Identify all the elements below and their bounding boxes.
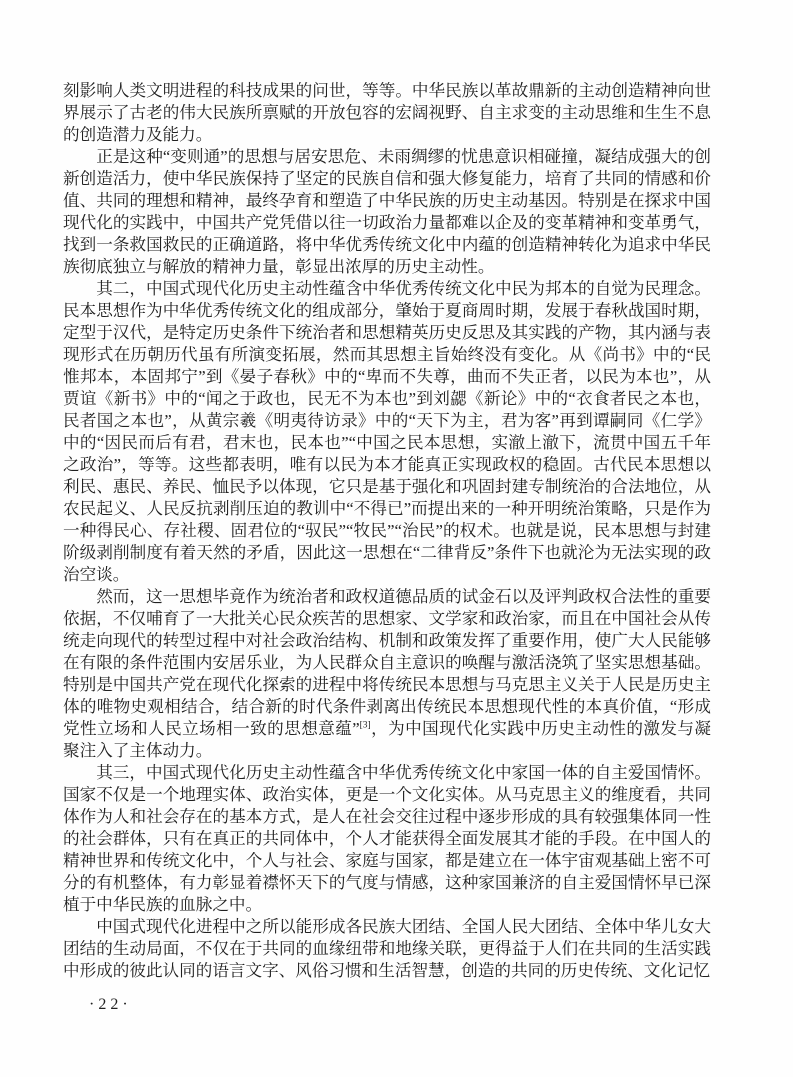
paragraph-text: 刻影响人类文明进程的科技成果的问世，等等。中华民族以革故鼎新的主动创造精神向世界展示了古老的伟大民族所禀赋的开放包容的宏阔视野、自主求变的主动思维和生生不息的创造潜力及能力。 — [63, 81, 711, 144]
paragraph-text: 然而，这一思想毕竟作为统治者和政权道德品质的试金石以及评判政权合法性的重要依据，不仅哺育了一大批关心民众疾苦的思想家、文学家和政治家，而且在中国社会从传统走向现代的转型过程中对社会政治结构、机制和政策发挥了重要作用，使广大人民能够在有限的条件范围内安居乐业，为人民群众自主意识的唤醒与激活浇筑了坚实思想基础。特别是中国共产党在现代化探索的进程中将传统民本思想与马克思主义关于人民是历史主体的唯物史观相结合，结合新的时代条件剥离出传统民本思想现代性的本真价值，“形成党性立场和人民立场相一致的思想意蕴” — [63, 587, 711, 738]
paragraph-text: 其二，中国式现代化历史主动性蕴含中华优秀传统文化中民为邦本的自觉为民理念。民本思想作为中华优秀传统文化的组成部分，肇始于夏商周时期，发展于春秋战国时期，定型于汉代，是特定历史条件下统治者和思想精英历史反思及其实践的产物，其内涵与表现形式在历朝历代虽有所演变拓展，然而其思想主旨始终没有变化。从《尚书》中的“民惟邦本，本固邦宁”到《晏子春秋》中的“卑而不失尊，曲而不失正者，以民为本也”，从贾谊《新书》中的“闻之于政也，民无不为本也”到刘勰《新论》中的“衣食者民之本也，民者国之本也”，从黄宗羲《明夷待访录》中的“天下为主，君为客”再到谭嗣同《仁学》中的“因民而后有君，君末也，民本也”“中国之民本思想，实澈上澈下，流贯中国五千年之政治”，等等。这些都表明，唯有以民为本才能真正实现政权的稳固。古代民本思想以利民、惠民、养民、恤民予以体现，它只是基于强化和巩固封建专制统治的合法地位，从农民起义、人民反抗剥削压迫的教训中“不得已”而提出来的一种开明统治策略，只是作为一种得民心、存社稷、固君位的“驭民”“牧民”“治民”的权术。也就是说，民本思想与封建阶级剥削制度有着天然的矛盾，因此这一思想在“二律背反”条件下也就沦为无法实现的政治空谈。 — [63, 279, 711, 584]
footnote-ref: [3] — [359, 720, 371, 731]
paragraph — [63, 278, 711, 586]
paragraph — [63, 586, 711, 762]
paragraph — [63, 146, 711, 278]
paragraph — [63, 916, 711, 982]
paragraph — [63, 80, 711, 146]
paragraph-text: 正是这种“变则通”的思想与居安思危、未雨绸缪的忧患意识相碰撞，凝结成强大的创新创造活力，使中华民族保持了坚定的民族自信和强大修复能力，培育了共同的情感和价值、共同的理想和精神，最终孕育和塑造了中华民族的历史主动基因。特别是在探求中国现代化的实践中，中国共产党凭借以往一切政治力量都难以企及的变革精神和变革勇气，找到一条救国救民的正确道路，将中华优秀传统文化中内蕴的创造精神转化为追求中华民族彻底独立与解放的精神力量，彰显出浓厚的历史主动性。 — [63, 147, 711, 276]
paragraph — [63, 762, 711, 916]
page-number: ·22· — [89, 996, 132, 1013]
paragraph-text: ，为中国现代化实践中历史主动性的激发与凝聚注入了主体动力。 — [63, 719, 711, 760]
page-body — [63, 80, 711, 1016]
paragraph-text: 其三，中国式现代化历史主动性蕴含中华优秀传统文化中家国一体的自主爱国情怀。国家不仅是一个地理实体、政治实体，更是一个文化实体。从马克思主义的维度看，共同体作为人和社会存在的基本方式，是人在社会交往过程中逐步形成的具有较强集体同一性的社会群体，只有在真正的共同体中，个人才能获得全面发展其才能的手段。在中国人的精神世界和传统文化中，个人与社会、家庭与国家，都是建立在一体宇宙观基础上密不可分的有机整体，有力彰显着襟怀天下的气度与情感，这种家国兼济的自主爱国情怀早已深植于中华民族的血脉之中。 — [63, 763, 711, 914]
paragraph-text: 中国式现代化进程中之所以能形成各民族大团结、全国人民大团结、全体中华儿女大团结的生动局面，不仅在于共同的血缘纽带和地缘关联，更得益于人们在共同的生活实践中形成的彼此认同的语言文字、风俗习惯和生活智慧，创造的共同的历史传统、文化记忆 — [63, 917, 711, 980]
